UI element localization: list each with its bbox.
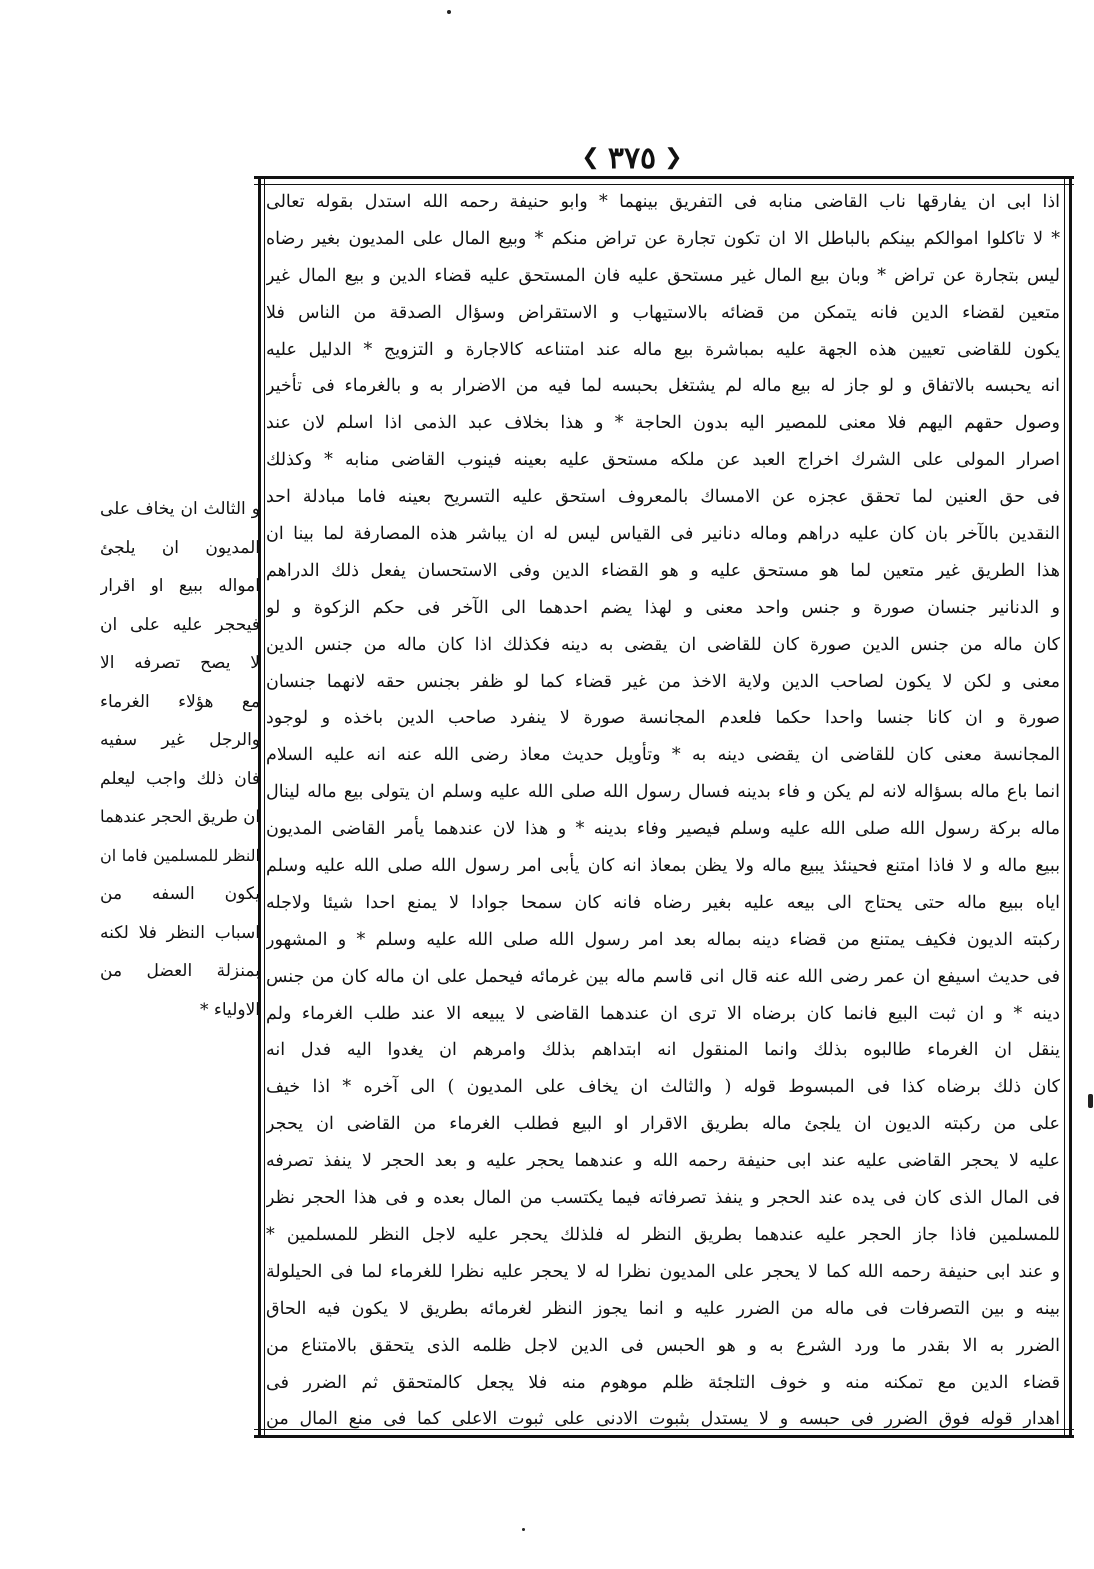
- text-line: متعين لقضاء الدين فانه يتمكن من قضائه بالاستيهاب و الاستقراض وسؤال الصدقة من الناس فلا: [266, 302, 1060, 323]
- frame-rule-left-inner: [264, 179, 265, 1435]
- margin-note-line: لا يصح تصرفه الا: [100, 653, 260, 673]
- page-speck: [447, 10, 451, 14]
- text-line: ليس بتجارة عن تراض * وبان بيع المال غير مستحق عليه فان المستحق عليه قضاء الدين و بيع المال غير: [266, 265, 1060, 286]
- frame-rule-right-inner: [1064, 179, 1065, 1435]
- text-line: ينقل ان الغرماء طالبوه بذلك وانما المنقول انه ابتداهم بذلك وامرهم ان يغدوا اليه فدل انه: [266, 1040, 1060, 1061]
- text-line: للمسلمين فاذا جاز الحجر عليه عندهما بطريق النظر له فلذلك يحجر عليه لاجل النظر للمسلمين *: [266, 1224, 1060, 1245]
- text-line: اصرار المولى على الشرك اخراج العبد عن ملكه مستحق عليه بعينه فينوب القاضى منابه * وكذلك: [266, 450, 1060, 471]
- margin-note-line: بمنزلة العضل من: [100, 961, 260, 981]
- main-text-block: [266, 184, 1060, 1438]
- text-line: على من ركبته الديون ان يلجئ ماله بطريق الاقرار او البيع فطلب الغرماء من القاضى ان يحجر: [266, 1114, 1060, 1135]
- text-line: انما باع ماله بسؤاله لانه لم يكن و فاء بدينه فسال رسول الله صلى الله عليه وسلم ان يتولى بيع ماله لينال: [266, 782, 1060, 803]
- margin-note-line: فيحجر عليه على ان: [100, 614, 260, 635]
- text-line: فى حديث اسيفع ان عمر رضى الله عنه قال انى قاسم ماله بين غرمائه فيحمل على ان ماله كان من جنس: [266, 966, 1060, 987]
- text-line: و عند ابى حنيفة رحمه الله كما لا يحجر على المديون نظرا له لا يحجر عليه نظرا للغرماء لما فى الحيلولة: [266, 1261, 1060, 1282]
- margin-commentary: [100, 490, 260, 1029]
- text-line: اياه ببيع ماله حتى يحتاج الى بيعه عليه بغير رضاه فانه كان سمحا جوادا لا يمنع احدا شيئا ولاجله: [266, 892, 1060, 913]
- margin-note-line: الاولياء *: [199, 999, 260, 1020]
- text-line: معنى و لكن لا يكون لصاحب الدين ولاية الاخذ من غير قضاء كما لو ظفر بجنس حقه لانهما جنسان: [266, 671, 1060, 692]
- margin-note-line: مع هؤلاء الغرماء: [100, 691, 260, 712]
- text-line: بينه و بين التصرفات فى ماله من الضرر عليه و انما يجوز النظر لغرمائه بطريق لا يكون فيه الحاق: [266, 1298, 1060, 1319]
- text-line: انه يحبسه بالاتفاق و لو جاز له بيع ماله لم يشتغل بحبسه لما فيه من الاضرار به و بالغرماء فى تأخير: [266, 376, 1060, 397]
- text-line: النقدين بالآخر بان كان عليه دراهم وماله دنانير فى القياس ليس له ان يباشر هذه المصارفة لما بينا ان: [266, 524, 1060, 545]
- text-line: ركبته الديون فكيف يمتنع من قضاء دينه بماله بعد امر رسول الله صلى الله عليه وسلم * و المشهور: [266, 929, 1060, 950]
- text-line: يكون للقاضى تعيين هذه الجهة عليه بمباشرة بيع ماله عند امتناعه كالاجارة و التزويج * الدليل عليه: [266, 339, 1060, 360]
- margin-note-line: المديون ان يلجئ: [100, 537, 260, 558]
- text-line: هذا الطريق غير متعين لما هو مستحق عليه و هو القضاء الدين وفى الاستحسان يفعل ذلك الدراهم: [266, 560, 1060, 581]
- text-line: قضاء الدين مع تمكنه منه و خوف التلجئة ظلم موهوم منه فلا يجعل كالمتحقق ثم الضرر فى: [266, 1372, 1060, 1393]
- margin-note-line: النظر للمسلمين فاما ان: [100, 845, 260, 865]
- page-speck: [522, 1528, 525, 1531]
- text-line: اذا ابى ان يفارقها ناب القاضى منابه فى التفريق بينهما * وابو حنيفة رحمه الله استدل بقوله تعالى: [266, 192, 1060, 212]
- text-line: فى حق العنين لما تحقق عجزه عن الامساك بالمعروف استحق عليه التسريح بعينه فاما مبادلة احد: [266, 487, 1060, 508]
- text-line: المجانسة معنى كان للقاضى ان يقضى دينه به * وتأويل حديث معاذ رضى الله عنه انه عليه السلام: [266, 745, 1060, 766]
- margin-note-line: امواله ببيع او اقرار: [100, 576, 260, 596]
- text-line: اهدار قوله فوق الضرر فى حبسه و لا يستدل بثبوت الادنى على ثبوت الاعلى كما فى منع المال من: [266, 1409, 1060, 1430]
- page-speck: [1088, 1094, 1093, 1108]
- text-line: و الدنانير جنسان صورة و جنس واحد معنى و لهذا يضم احدهما الى الآخر فى حكم الزكوة و لو: [266, 597, 1060, 618]
- ornament-right-icon: ❯: [664, 145, 683, 170]
- text-line: وصول حقهم اليهم فلا معنى للمصير اليه بدون الحاجة * و هذا بخلاف عبد الذمى اذا اسلم لان عند: [266, 413, 1060, 434]
- page-number-header: [572, 138, 692, 178]
- margin-note-line: والرجل غير سفيه: [100, 730, 260, 750]
- text-line: دينه * و ان ثبت البيع فانما كان برضاه الا ترى ان عندهما القاضى لا يبيعه الا عند طلب الغرماء ولم: [266, 1003, 1060, 1024]
- frame-rule-right: [1069, 179, 1072, 1435]
- ornament-left-icon: ❮: [581, 145, 600, 170]
- margin-note-line: فان ذلك واجب ليعلم: [100, 768, 260, 789]
- margin-note-line: اسباب النظر فلا لكنه: [100, 922, 260, 943]
- text-line: ماله بركة رسول الله صلى الله عليه وسلم فيصير وفاء بدينه * و هذا لان عندهما يأمر القاضى المديون: [266, 819, 1060, 840]
- text-line: فى المال الذى كان فى يده عند الحجر و ينفذ تصرفاته فيما يكتسب من المال بعده و فى هذا الحجر نظر: [266, 1188, 1060, 1209]
- margin-note-line: و الثالث ان يخاف على: [100, 499, 260, 519]
- margin-note-line: يكون السفه من: [100, 884, 260, 904]
- text-line: ببيع ماله و لا فاذا امتنع فحينئذ يبيع ماله ولا يظن بمعاذ انه كان يأبى امر رسول الله صلى الله عليه وسلم: [266, 856, 1060, 877]
- text-line: كان ماله من جنس الدين صورة كان للقاضى ان يقضى به دينه فكذلك اذا كان ماله من جنس الدين: [266, 634, 1060, 655]
- text-line: عليه لا يحجر القاضى عليه عند ابى حنيفة رحمه الله و عندهما يحجر عليه و بعد الحجر لا ينفذ تصرفه: [266, 1151, 1060, 1172]
- text-line: صورة و ان كانا جنسا واحدا حكما فلعدم المجانسة صورة لا ينفرد صاحب الدين باخذه و لوجود: [266, 708, 1060, 729]
- text-line: * لا تاكلوا اموالكم بينكم بالباطل الا ان تكون تجارة عن تراض منكم * وبيع المال على المديون بغير رضاه: [266, 228, 1060, 249]
- margin-note-line: ان طريق الحجر عندهما: [100, 807, 260, 826]
- page-number: ٣٧٥: [607, 140, 657, 176]
- text-line: الضرر به الا بقدر ما ورد الشرع به و هو الحبس فى الدين لاجل ظلمه الذى يتحقق بالامتناع من: [266, 1335, 1060, 1356]
- text-line: كان ذلك برضاه كذا فى المبسوط قوله ( والثالث ان يخاف على المديون ) الى آخره * اذا خيف: [266, 1077, 1060, 1098]
